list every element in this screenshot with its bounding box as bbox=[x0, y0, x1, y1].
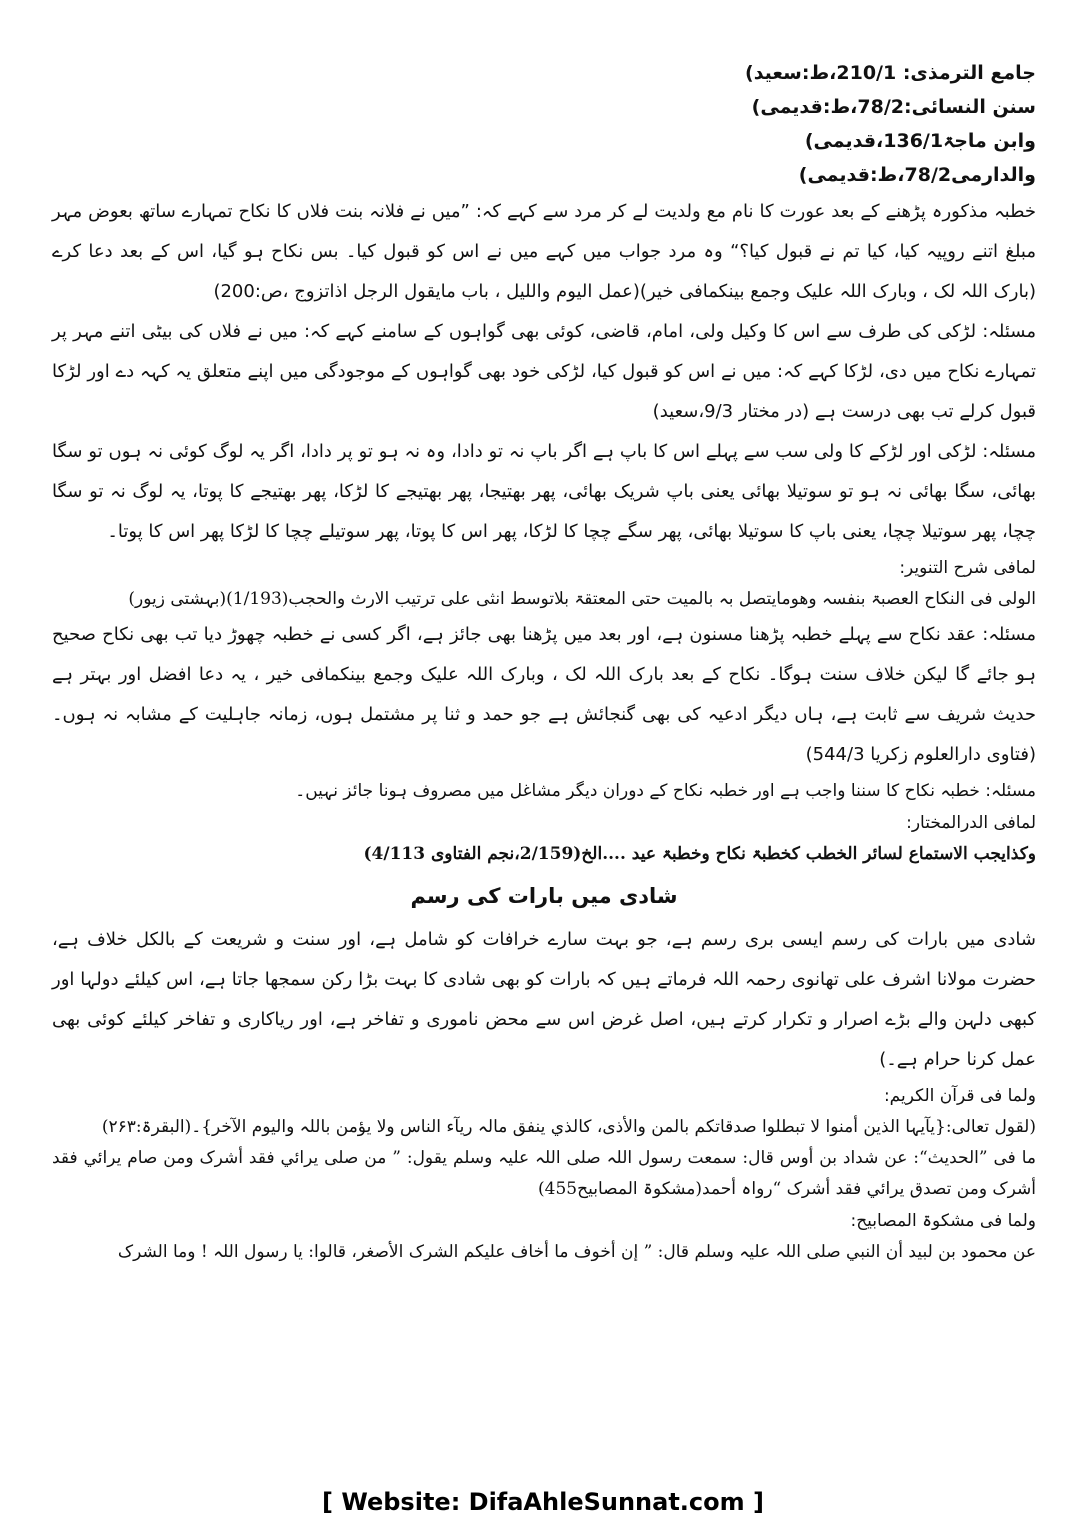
masala-listening-paragraph: مسئلہ: خطبہ نکاح کا سننا واجب ہے اور خطبہ نکاح کے دوران دیگر مشاغل میں مصروف ہونا جائز نہیں۔ bbox=[295, 781, 1036, 801]
website-footer: [ Website: DifaAhleSunnat.com ] bbox=[322, 1488, 764, 1516]
label-quran: ولما فی قرآن الکریم: bbox=[883, 1086, 1036, 1106]
hadith-mahmood: عن محمود بن لبید أن النبي صلی اللہ علیہ وسلم قال: ” إن أخوف ما أخاف علیکم الشرک الأصغر، قالوا: یا رسول اللہ ! وما الشرک bbox=[117, 1242, 1036, 1262]
nikah-khutbah-paragraph: خطبہ مذکورہ پڑھنے کے بعد عورت کا نام مع ولدیت لے کر مرد سے کہے کہ: ”میں نے فلانہ بنت فلاں کا نکاح تمہارے ساتھ بعوض مہر مبلغ اتنے روپیہ کیا، کیا تم نے قبول کیا؟“ وہ مرد جواب میں کہے میں نے اس کو قبول کیا۔ بس نکاح ہو گیا، اس کے بعد دعا کرے (بارک اللہ لک ، وبارک اللہ علیک وجمع بینکمافی خیر)(عمل الیوم واللیل ، باب مایقول الرجل اذاتزوج ،ص:200) bbox=[52, 201, 1036, 302]
reference-line-4: والدارمی78/2،ط:قدیمی) bbox=[798, 164, 1036, 186]
label-sharh-tanweer: لمافی شرح التنویر: bbox=[899, 558, 1036, 578]
masala-khutbah-paragraph: مسئلہ: عقد نکاح سے پہلے خطبہ پڑھنا مسنون ہے، اور بعد میں پڑھنا بھی جائز ہے، اگر کسی نے خطبہ چھوڑ دیا تب بھی نکاح صحیح ہو جائے گا لیکن خلاف سنت ہوگا۔ نکاح کے بعد بارک اللہ لک ، وبارک اللہ علیک وجمع بینکمافی خیر ، یہ دعا افضل اور بہتر ہے حدیث شریف سے ثابت ہے، ہاں دیگر ادعیہ کی بھی گنجائش ہے جو حمد و ثنا پر مشتمل ہوں، زمانہ جاہلیت کے مشابہ نہ ہوں۔ (فتاوی دارالعلوم زکریا 544/3) bbox=[52, 624, 1036, 765]
quran-verse: (لقول تعالی:{یآیہا الذین أمنوا لا تبطلوا صدقاتکم بالمن والأذی، کالذي ینفق مالہ ریآء الناس ولا یؤمن باللہ والیوم الآخر}۔(البقرۃ:۲۶۳) bbox=[101, 1117, 1036, 1137]
label-mishkat: ولما فی مشکوۃ المصابیح: bbox=[850, 1211, 1036, 1231]
masala-wali-paragraph: مسئلہ: لڑکی اور لڑکے کا ولی سب سے پہلے اس کا باپ ہے اگر باپ نہ تو دادا، وہ نہ ہو تو پر دادا، اگر یہ لوگ کوئی نہ ہوں تو سگا بھائی، سگا بھائی نہ ہو تو سوتیلا بھائی یعنی باپ شریک بھائی، پھر بھتیجا، پھر بھتیجے کا لڑکا، پھر بھتیجے کا پوتا، یہ لوگ نہ تو سگا چچا، پھر سوتیلا چچا، یعنی باپ کا سوتیلا بھائی، پھر سگے چچا کا لڑکا، پھر اس کا پوتا، پھر سوتیلے چچا کا لڑکا پھر اس کا پوتا۔ bbox=[52, 441, 1036, 542]
reference-line-2: سنن النسائی:78/2،ط:قدیمی) bbox=[751, 96, 1036, 118]
masala-wakeel-paragraph: مسئلہ: لڑکی کی طرف سے اس کا وکیل ولی، امام، قاضی، کوئی بھی گواہوں کے سامنے کہے کہ: میں نے فلاں کی بیٹی اتنے مہر پر تمہارے نکاح میں دی، لڑکا کہے کہ: میں نے اس کو قبول کیا، لڑکی خود بھی گواہوں کے موجودگی میں اپنے متعلق یہ کہہ دے اور لڑکا قبول کرلے تب بھی درست ہے (در مختار 9/3،سعید) bbox=[52, 321, 1036, 422]
section-heading-baraat: شادی میں بارات کی رسم bbox=[410, 884, 678, 908]
arabic-quote-wali: الولی فی النکاح العصبۃ بنفسہ وھومایتصل بہ بالمیت حتی المعتقۃ بلاتوسط انثی علی ترتیب الارث والحجب(1/193)(بہشتی زیور) bbox=[128, 589, 1036, 609]
reference-line-1: جامع الترمذی: 210/1،ط:سعید) bbox=[745, 62, 1036, 84]
label-durr-mukhtar: لمافی الدرالمختار: bbox=[906, 813, 1036, 833]
baraat-paragraph: شادی میں بارات کی رسم ایسی بری رسم ہے، جو بہت سارے خرافات کو شامل ہے، اور سنت و شریعت کے بالکل خلاف ہے، حضرت مولانا اشرف علی تھانوی رحمہ اللہ فرماتے ہیں کہ بارات کو بھی شادی کا بہت بڑا رکن سمجھا جاتا ہے، اس کیلئے دولہا اور کبھی دلہن والے بڑے اصرار و تکرار کرتے ہیں، اصل غرض اس سے محض ناموری و تفاخر ہے، اور ریاکاری و تفاخر کیلئے کوئی بھی عمل کرنا حرام ہے۔) bbox=[52, 929, 1036, 1070]
document-page bbox=[52, 56, 1036, 1268]
reference-line-3: وابن ماجۃ136/1،قدیمی) bbox=[804, 130, 1036, 152]
hadith-shaddad: ما فی ”الحدیث“: عن شداد بن أوس قال: سمعت رسول اللہ صلی اللہ علیہ وسلم یقول: ” من صلی یرائي فقد أشرک ومن صام یرائي فقد أشرک ومن تصدق یرائي فقد أشرک “رواہ أحمد(مشکوۃ المصابیح455) bbox=[52, 1148, 1036, 1199]
arabic-quote-istima: وکذایجب الاستماع لسائر الخطب کخطبۃ نکاح وخطبۃ عید ....الخ(2/159،نجم الفتاوی 4/113) bbox=[363, 844, 1036, 864]
